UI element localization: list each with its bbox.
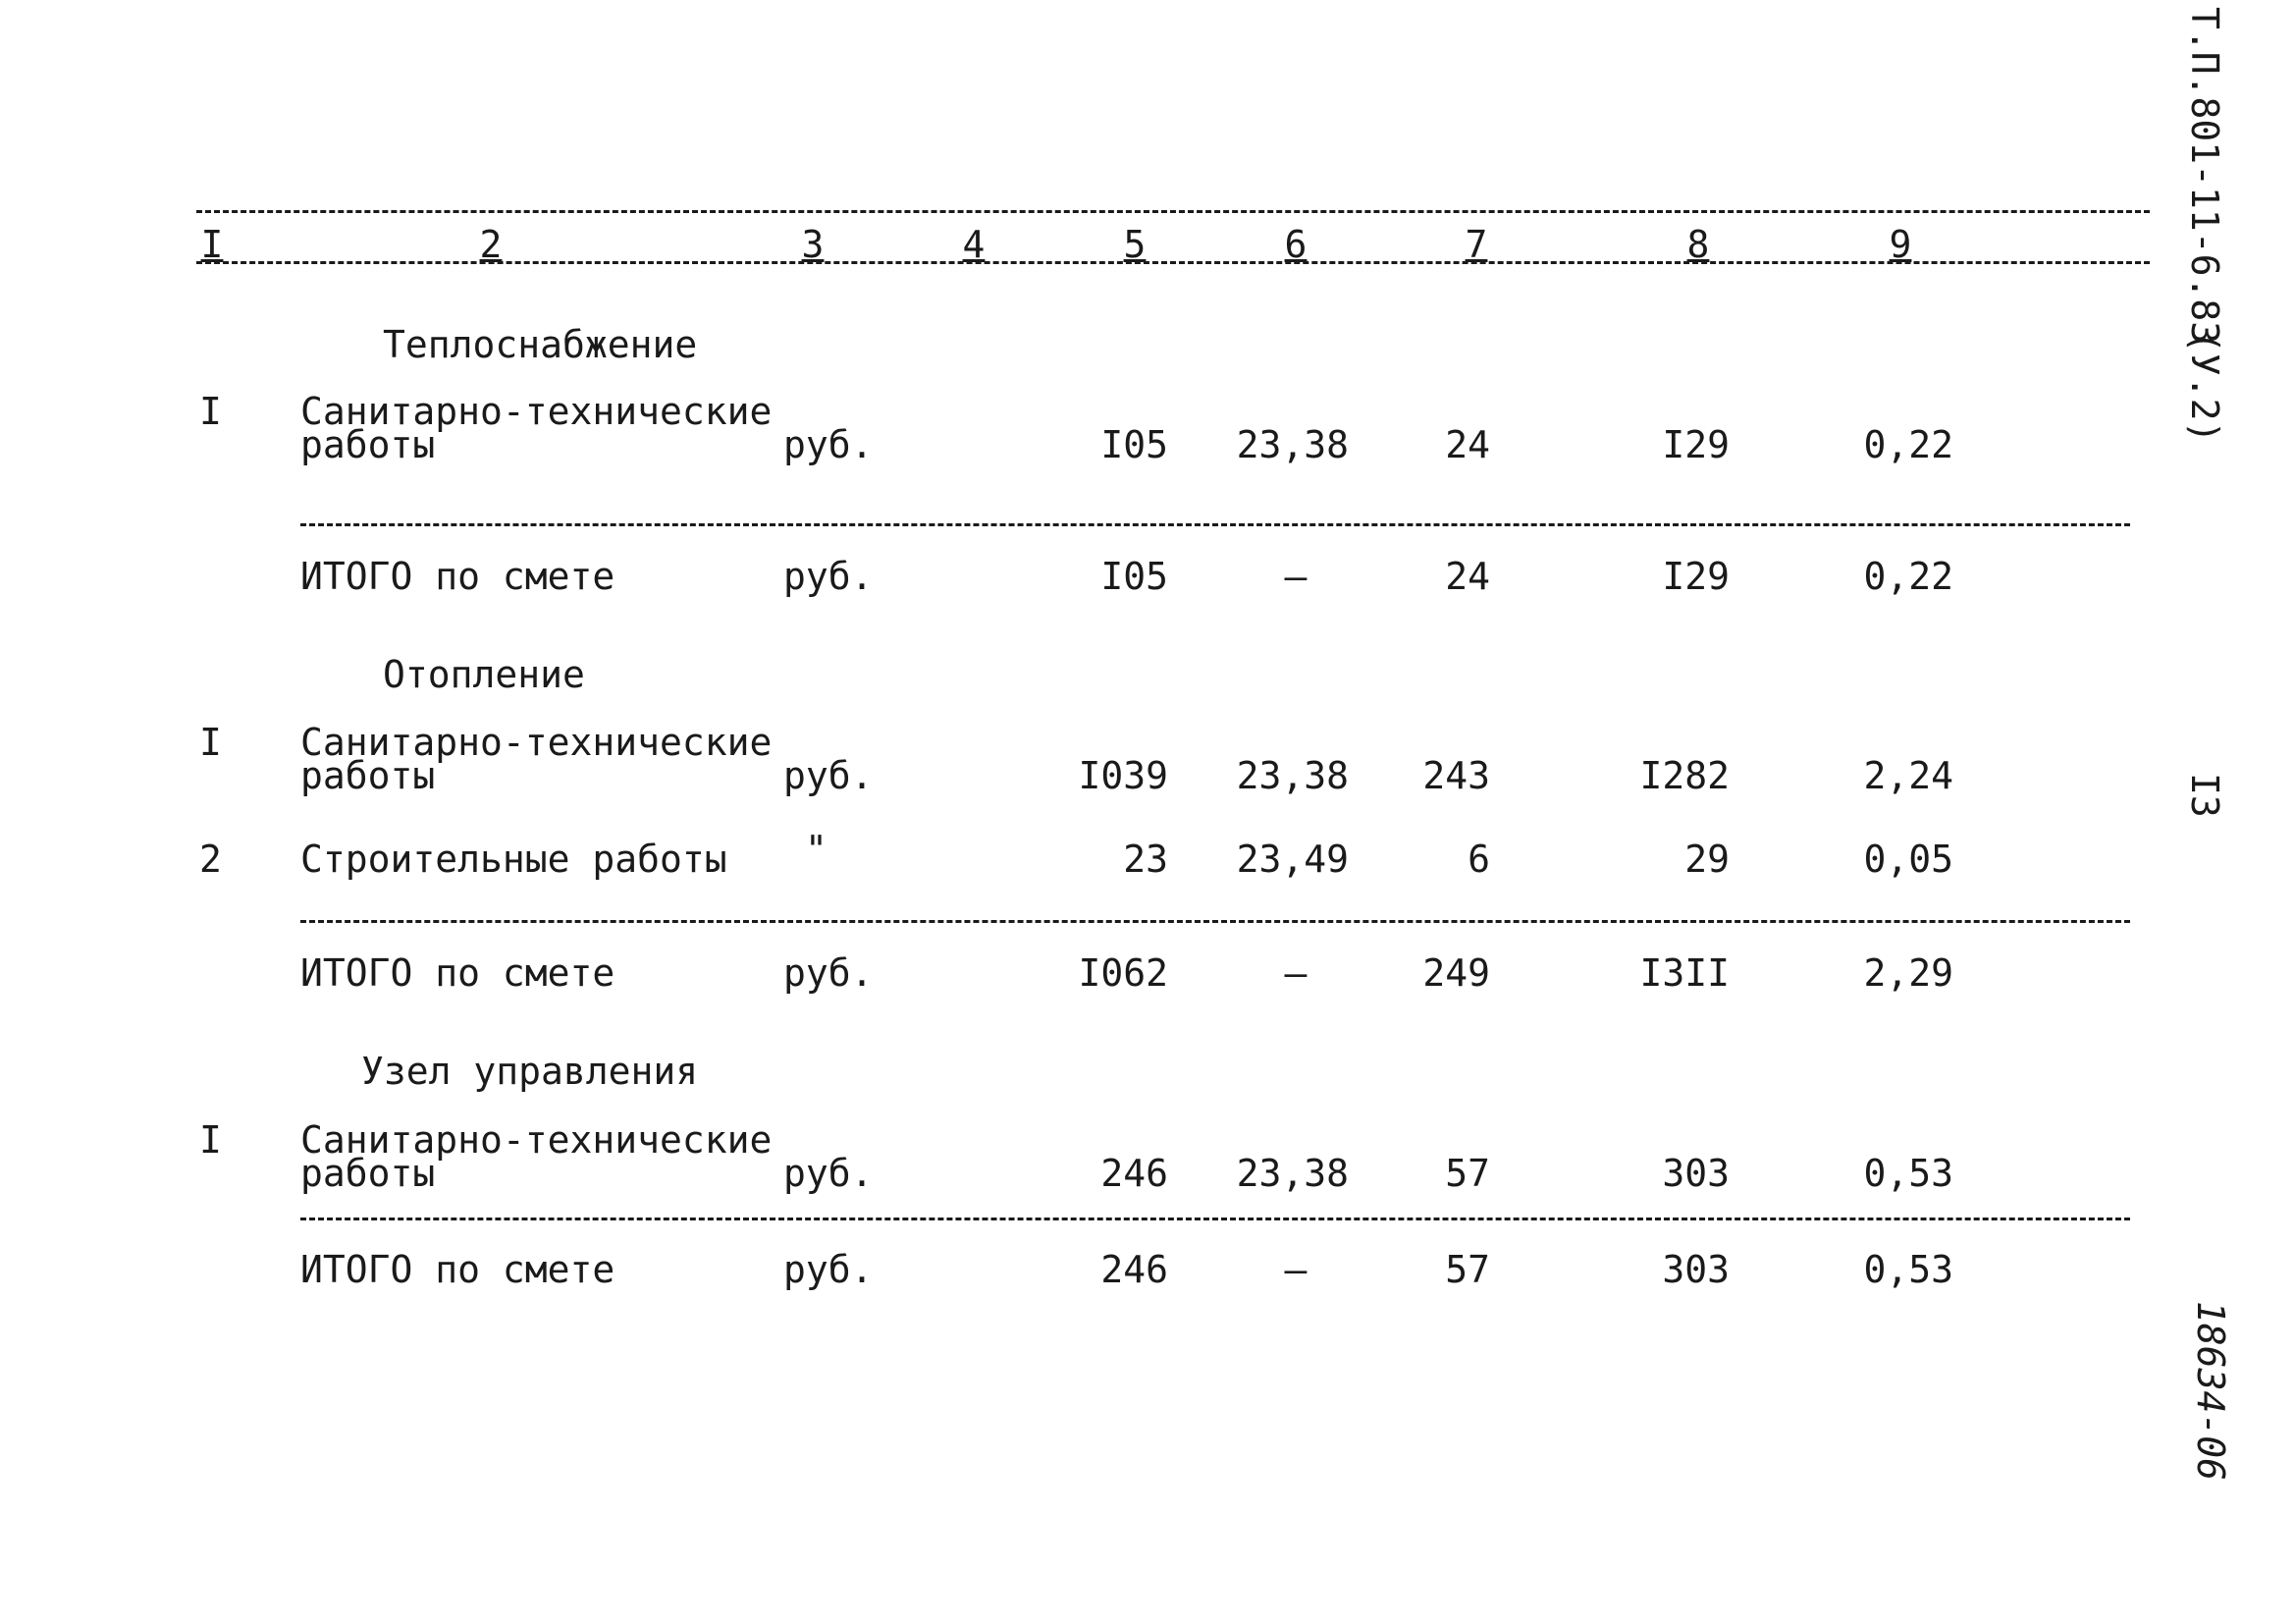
archive-number: 18634-06 xyxy=(2189,1301,2232,1482)
row-unit: руб. xyxy=(783,1152,874,1195)
row-number: I xyxy=(199,721,222,764)
total-col9: 0,53 xyxy=(1863,1248,1953,1291)
total-unit: руб. xyxy=(783,951,874,995)
row-col5: I039 xyxy=(1078,754,1168,797)
total-unit: руб. xyxy=(783,1248,874,1291)
row-col8: 29 xyxy=(1684,838,1730,881)
column-number-5: 5 xyxy=(1123,223,1147,266)
row-unit: " xyxy=(805,828,828,871)
total-separator xyxy=(300,523,2130,526)
section-title: Теплоснабжение xyxy=(383,323,698,366)
column-number-9: 9 xyxy=(1889,223,1912,266)
row-name-line2: работы xyxy=(300,423,436,466)
row-col7: 6 xyxy=(1468,838,1490,881)
row-col5: 23 xyxy=(1123,838,1168,881)
total-label: ИТОГО по смете xyxy=(300,951,615,995)
total-separator xyxy=(300,1218,2130,1220)
row-unit: руб. xyxy=(783,754,874,797)
row-col6: 23,38 xyxy=(1236,423,1349,466)
total-col9: 2,29 xyxy=(1863,951,1953,995)
margin-volume: (У.2) xyxy=(2183,331,2226,444)
row-name-line2: работы xyxy=(300,754,436,797)
row-name-line1: Строительные работы xyxy=(300,838,727,881)
total-col5: 246 xyxy=(1100,1248,1168,1291)
total-separator xyxy=(300,920,2130,923)
total-label: ИТОГО по смете xyxy=(300,555,615,598)
row-col5: I05 xyxy=(1100,423,1168,466)
column-number-2: 2 xyxy=(479,223,503,266)
column-number-1: I xyxy=(200,223,224,266)
total-col8: I29 xyxy=(1662,555,1730,598)
column-number-8: 8 xyxy=(1686,223,1710,266)
row-col9: 2,24 xyxy=(1863,754,1953,797)
total-col5: I05 xyxy=(1100,555,1168,598)
row-name-line1: Санитарно-технические xyxy=(300,721,773,764)
row-col7: 243 xyxy=(1422,754,1490,797)
column-number-4: 4 xyxy=(962,223,986,266)
row-col5: 246 xyxy=(1100,1152,1168,1195)
page-number: I3 xyxy=(2183,773,2226,818)
row-col6: 23,38 xyxy=(1236,754,1349,797)
row-col8: I29 xyxy=(1662,423,1730,466)
row-col6: 23,49 xyxy=(1236,838,1349,881)
row-col6: 23,38 xyxy=(1236,1152,1349,1195)
section-title: Узел управления xyxy=(361,1050,699,1093)
total-col8: 303 xyxy=(1662,1248,1730,1291)
total-label: ИТОГО по смете xyxy=(300,1248,615,1291)
row-number: I xyxy=(199,1118,222,1162)
column-number-6: 6 xyxy=(1284,223,1308,266)
total-col7: 249 xyxy=(1422,951,1490,995)
row-col9: 0,05 xyxy=(1863,838,1953,881)
row-name-line1: Санитарно-технические xyxy=(300,1118,773,1162)
section-title: Отопление xyxy=(383,653,585,696)
row-name-line1: Санитарно-технические xyxy=(300,390,773,433)
row-col7: 57 xyxy=(1445,1152,1490,1195)
total-unit: руб. xyxy=(783,555,874,598)
column-number-3: 3 xyxy=(801,223,825,266)
total-col9: 0,22 xyxy=(1863,555,1953,598)
row-col9: 0,53 xyxy=(1863,1152,1953,1195)
column-number-7: 7 xyxy=(1465,223,1488,266)
margin-document-code: Т.П.801-11-6.83 xyxy=(2183,7,2226,345)
row-col8: I282 xyxy=(1639,754,1730,797)
row-number: I xyxy=(199,390,222,433)
row-name-line2: работы xyxy=(300,1152,436,1195)
total-col6: – xyxy=(1284,951,1308,995)
total-col7: 24 xyxy=(1445,555,1490,598)
total-col6: – xyxy=(1284,1248,1308,1291)
row-number: 2 xyxy=(199,838,222,881)
header-top-rule xyxy=(196,210,2150,213)
row-unit: руб. xyxy=(783,423,874,466)
row-col8: 303 xyxy=(1662,1152,1730,1195)
total-col7: 57 xyxy=(1445,1248,1490,1291)
total-col6: – xyxy=(1284,555,1308,598)
row-col9: 0,22 xyxy=(1863,423,1953,466)
row-col7: 24 xyxy=(1445,423,1490,466)
total-col5: I062 xyxy=(1078,951,1168,995)
total-col8: I3II xyxy=(1639,951,1730,995)
